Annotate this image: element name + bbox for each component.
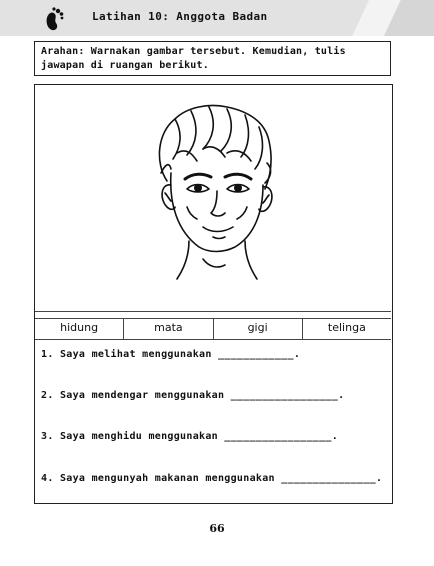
- instruction-text: Arahan: Warnakan gambar tersebut. Kemudian, tulis jawapan di ruangan berikut.: [41, 46, 346, 71]
- instruction-box: [34, 41, 391, 76]
- word-bank-item: mata: [123, 319, 212, 339]
- word-bank: [35, 318, 391, 340]
- page-title: Latihan 10: Anggota Badan: [92, 10, 268, 23]
- footprint-logo-icon: [42, 6, 66, 32]
- illustration-area: [35, 85, 391, 312]
- worksheet-box: [34, 84, 393, 504]
- question-2[interactable]: 2. Saya mendengar menggunakan _________________.: [41, 390, 345, 401]
- page-number: 66: [209, 522, 225, 535]
- word-bank-item: gigi: [213, 319, 302, 339]
- question-3[interactable]: 3. Saya menghidu menggunakan _________________.: [41, 431, 339, 442]
- question-1[interactable]: 1. Saya melihat menggunakan ____________.: [41, 349, 301, 360]
- word-bank-item: hidung: [60, 321, 99, 334]
- question-4[interactable]: 4. Saya mengunyah makanan menggunakan _______________.: [41, 473, 383, 484]
- header-decoration: [324, 0, 434, 36]
- word-bank-item: telinga: [302, 319, 391, 339]
- boy-face-drawing-icon: [147, 103, 281, 283]
- page-header: [0, 0, 434, 36]
